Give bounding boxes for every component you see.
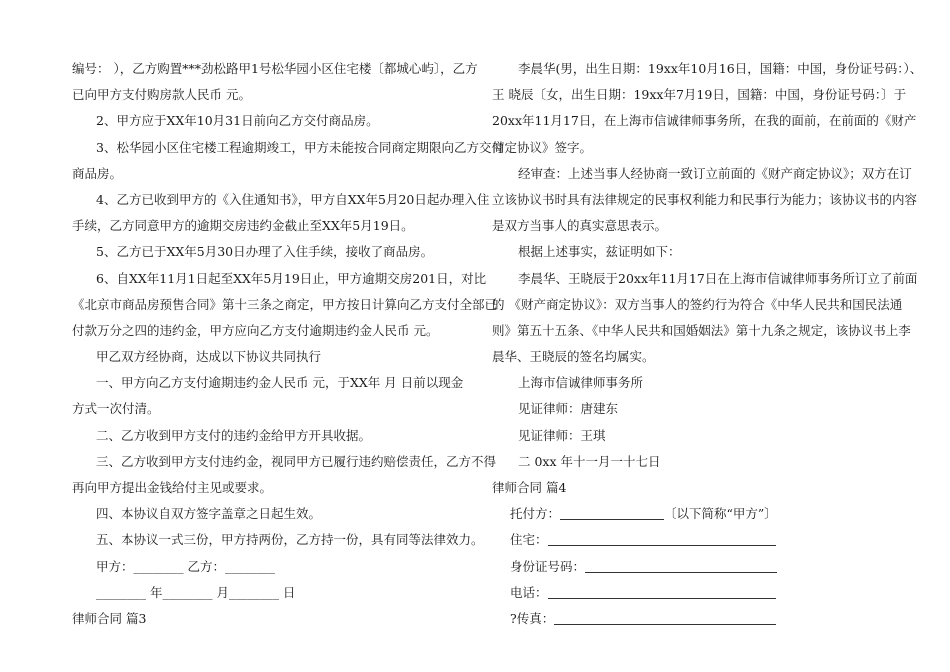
text-line: 2、甲方应于XX年10月31日前向乙方交付商品房。 (96, 113, 379, 129)
form-field-row (492, 580, 878, 606)
text-line: 编号： ），乙方购置***劲松路甲1号松华园小区住宅楼〔都城心屿〕，乙方 (72, 61, 478, 76)
form-field-label: 住宅： (510, 532, 548, 548)
text-line: 见证律师：王琪 (518, 427, 606, 443)
text-line: 李晨华、王晓辰于20xx年11月17日在上海市信诚律师事务所订立了前面 (518, 270, 918, 286)
text-line: 手续，乙方同意甲方的逾期交房违约金截止至XX年5月19日。 (72, 218, 414, 234)
text-line: 晨华、王晓辰的签名均属实。 (492, 349, 655, 365)
text-line: 商定协议》签字。 (492, 139, 593, 155)
form-field-blank[interactable] (585, 558, 777, 573)
form-field-blank[interactable] (560, 505, 664, 520)
form-field-row (492, 527, 878, 553)
text-line: 商品房。 (72, 165, 123, 181)
text-line: 4、乙方已收到甲方的《入住通知书》，甲方自XX年5月20日起办理入住 (96, 191, 490, 207)
text-line: ________ 年________ 月________ 日 (96, 584, 296, 600)
text-line: 6、自XX年11月1日起至XX年5月19日止，甲方逾期交房201日，对比 (96, 270, 487, 286)
text-line: 甲方：________ 乙方：________ (96, 558, 275, 574)
text-line: 的 《财产商定协议》：双方当事人的签约行为符合《中华人民共和国民法通 (492, 296, 903, 312)
text-line: 三、乙方收到甲方支付违约金，视同甲方已履行违约赔偿责任，乙方不得 (96, 453, 497, 469)
form-field-row (492, 554, 878, 580)
form-field-label: 身份证号码： (510, 558, 586, 574)
form-field-blank[interactable] (548, 584, 776, 599)
text-line: 立该协议书时具有法律规定的民事权利能力和民事行为能力；该协议书的内容 (492, 191, 918, 207)
text-line: 再向甲方提出金钱给付主见或要求。 (72, 480, 273, 495)
text-line: 王 晓辰〔女，出生日期：19xx年7月19日，国籍：中国，身份证号码：〕于 (492, 87, 907, 103)
text-line: 李晨华(男，出生日期：19xx年10月16日，国籍：中国，身份证号码：）、 (518, 61, 923, 76)
text-line: 经审查：上述当事人经协商一致订立前面的《财产商定协议》；双方在订 (518, 165, 912, 181)
text-line: 20xx年11月17日，在上海市信诚律师事务所，在我的面前，在前面的《财产 (492, 113, 917, 129)
form-field-blank[interactable] (554, 610, 776, 625)
text-line: 5、乙方已于XX年5月30日办理了入住手续，接收了商品房。 (96, 244, 434, 260)
left-column (72, 56, 504, 632)
text-line: 则》第五十五条、《中华人民共和国婚姻法》第十九条之规定，该协议书上李 (492, 322, 911, 338)
text-line: 五、本协议一式三份，甲方持两份，乙方持一份，具有同等法律效力。 (96, 532, 484, 548)
text-line: 是双方当事人的真实意思表示。 (492, 218, 668, 234)
text-line: 四、本协议自双方签字盖章之日起生效。 (96, 506, 322, 522)
text-line: 二、乙方收到甲方支付的违约金给甲方开具收据。 (96, 427, 372, 443)
form-field-blank[interactable] (548, 531, 776, 546)
form-field-row (492, 606, 878, 632)
text-line: 见证律师：唐建东 (518, 401, 619, 417)
form-field-label: ?传真： (510, 610, 555, 626)
text-line: 律师合同 篇3 (72, 610, 147, 626)
text-line: 《北京市商品房预售合同》第十三条之商定，甲方按日计算向乙方支付全部已 (72, 296, 498, 312)
right-column (492, 56, 923, 632)
text-line: 付款万分之四的违约金，甲方应向乙方支付逾期违约金人民币 元。 (72, 322, 439, 338)
text-line: 一、甲方向乙方支付逾期违约金人民币 元，于XX年 月 日前以现金 (96, 375, 464, 391)
text-line: 根据上述事实，兹证明如下： (518, 244, 681, 260)
text-line: 上海市信诚律师事务所 (518, 375, 644, 391)
form-field-label: 电话： (510, 584, 548, 600)
text-line: 律师合同 篇4 (492, 480, 567, 495)
text-line: 方式一次付清。 (72, 401, 160, 417)
text-line: 已向甲方支付购房款人民币 元。 (72, 87, 251, 103)
form-field-row (492, 501, 878, 527)
form-field-label: 托付方： (510, 506, 561, 522)
text-line: 二 0xx 年十一月一十七日 (518, 453, 661, 469)
text-line: 3、松华园小区住宅楼工程逾期竣工，甲方未能按合同商定期限向乙方交付 (96, 139, 504, 155)
form-field-note: 〔以下简称“甲方”〕 (664, 506, 777, 522)
text-line: 甲乙双方经协商，达成以下协议共同执行 (96, 349, 322, 365)
